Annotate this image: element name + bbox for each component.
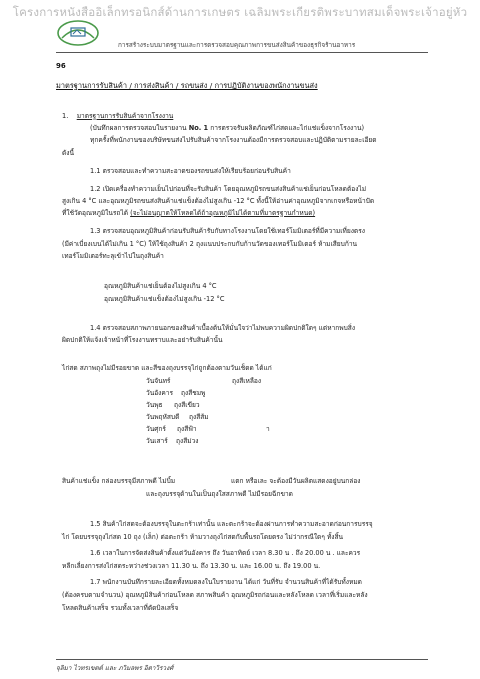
day-name: วันเสาร์	[146, 437, 168, 445]
para-1-3-line3: เทอร์โมมิเตอร์ทะลุเข้าไปในถุงสินค้า	[62, 252, 164, 260]
para-1-2-line3	[62, 209, 315, 218]
day-name: วันพฤหัสบดี	[146, 413, 180, 421]
days-intro: ไก่สด สภาพถุงไม่มีรอยขาด และสีของถุงบรรจุไก่ถูกต้องตามวันเช็ดด ได้แก่	[62, 364, 272, 372]
frozen-line2: และถุงบรรจุด้านในเป็นถุงใสสภาพดี ไม่มีรอยฉีกขาด	[146, 490, 293, 498]
s1-intro-post: การตรวจรับผลิตภัณฑ์ไก่สดและไก่แช่แข็งจากโรงงาน)	[210, 124, 365, 132]
footer-authors: จุลิมา ไวทรเขตต์ และ ภวิมลพร อิตาวิรวงศ์	[56, 664, 174, 672]
s1-intro-line	[90, 124, 364, 133]
para-1-2-line3-pre: ที่ใช้วัดอุณหภูมิในรถได้	[62, 209, 129, 217]
day-name: วันศุกร์	[146, 425, 166, 433]
footer-divider	[56, 659, 428, 660]
s1-line2: ทุกครั้งที่พนักงานของบริษัทขนส่งไปรับสินค้าจากโรงงานต้องมีการตรวจสอบและปฏิบัติตามรายละเอียด	[90, 136, 377, 144]
para-1-7-line1: 1.7 พนักงานบันทึกรายละเอียดทั้งหมดลงในใบรายงาน ได้แก่ วันที่รับ จำนวนสินค้าที่ได้รับทั้งหมด	[90, 578, 362, 586]
day-name: วันพุธ	[146, 401, 163, 409]
temp-frozen: อุณหภูมิสินค้าแช่แข็งต้องไม่สูงเกิน -12 °C	[104, 295, 225, 303]
para-1-1: 1.1 ตรวจสอบและทำความสะอาดของรถขนส่งให้เรียบร้อยก่อนรับสินค้า	[90, 167, 291, 175]
temp-chilled: อุณหภูมิสินค้าแช่เย็นต้องไม่สูงเกิน 4 °C	[104, 282, 217, 290]
para-1-2-line2: สูงเกิน 4 °C และอุณหภูมิรถขนส่งสินค้าแช่แข็งต้องไม่สูงเกิน -12 °C ทั้งนี้ให้อ่านค่าอุณหภูมิจากเกจหรือหน้าปัด	[62, 197, 375, 205]
frozen-line1-pre: สินค้าแช่แข็ง กล่องบรรจุมีสภาพดี ไม่บิ้ม	[62, 477, 176, 485]
s1-line3: ดังนี้	[62, 149, 75, 157]
bag-color: ถุงสีเขียว	[174, 401, 200, 409]
bag-color: ถุงสีชมพู	[181, 389, 206, 397]
bag-color: ถุงสีฟ้า	[177, 425, 197, 433]
document-subtitle: การสร้างระบบมาตรฐานและการตรวจสอบคุณภาพการขนส่งสินค้าของธุรกิจร้านอาหาร	[118, 41, 356, 49]
stray-mark: า	[266, 425, 270, 433]
para-1-6-line1: 1.6 เวลาในการจัดส่งสินค้าตั้งแต่วันอังคาร ถึง วันอาทิตย์ เวลา 8.30 น . ถึง 20.00 น . และควร	[90, 549, 361, 557]
ku-logo-icon	[56, 18, 100, 48]
bag-color: ถุงสีม่วง	[176, 437, 199, 445]
s1-number: 1.	[62, 112, 69, 120]
page-number: 96	[56, 62, 66, 70]
day-name: วันอังคาร	[146, 389, 174, 397]
para-1-7-line3: โหลดสินค้าเสร็จ รวมทั้งเวลาที่ตัดบิลเสร็จ	[62, 604, 179, 612]
s1-intro-pre: (บันทึกผลการตรวจสอบในรายงาน	[90, 124, 187, 132]
para-1-5-line2: ไก่ โดยบรรจุถุงไก่สด 10 ถุง (เล็ก) ต่อตะกร้า ห้ามวางถุงไก่สดกับพื้นรถโดยตรง ไม่ว่ากรณีใดๆ ทั้งสิ้น	[62, 533, 344, 541]
para-1-4-line1: 1.4 ตรวจสอบสภาพภายนอกของสินค้าเบื้องต้นให้มั่นใจว่าไม่พบความผิดปกติใดๆ แต่หากพบสิ่ง	[90, 324, 356, 332]
frozen-line1-post: แตก หรือเละ จะต้องมีวันผลิตแสดงอยู่บนกล่อง	[231, 477, 361, 485]
para-1-3-line1: 1.3 ตรวจสอบอุณหภูมิสินค้าก่อนรับสินค้ารับกับทางโรงงานโดยใช้เทอร์โมมิเตอร์ที่มีความเที่ยงตรง	[90, 227, 365, 235]
header-divider	[56, 52, 428, 53]
para-1-2-line3-underline: (จะไม่อนุญาตให้โหลดได้ถ้าอุณหภูมิไม่ได้ตามที่มาตรฐานกำหนด)	[130, 209, 316, 217]
section-title: มาตรฐานการรับสินค้า / การส่งสินค้า / รถขนส่ง / การปฏิบัติงานของพนักงานขนส่ง	[56, 81, 318, 90]
para-1-7-line2: (ต้องครบตามจำนวน) อุณหภูมิสินค้าก่อนโหลด สภาพสินค้า อุณหภูมิรถก่อนและหลังโหลด เวลาที่เริ่มและหลัง	[62, 591, 368, 599]
para-1-4-line2: ผิดปกติให้แจ้งเจ้าหน้าที่โรงงานทราบและอย่ารับสินค้านั้น	[62, 336, 223, 344]
para-1-6-line2: หลีกเลี่ยงการส่งไก่สดระหว่างช่วงเวลา 11.30 น. ถึง 13.30 น. และ 16.00 น. ถึง 19.00 น.	[62, 562, 321, 570]
day-name: วันจันทร์	[146, 377, 171, 385]
s1-intro-bold: No. 1	[188, 124, 209, 132]
s1-heading-line	[62, 112, 173, 121]
para-1-3-line2: (มีค่าเบี่ยงเบนได้ไม่เกิน 1 °C) ให้ใช้ถุงสินค้า 2 ถุงแนบประกบกับก้านวัดของเทอร์โมมิเตอร์ ห้ามเสียบก้าน	[62, 240, 358, 248]
bag-color: ถุงสีส้ม	[189, 413, 209, 421]
watermark-banner: โครงการหนังสืออิเล็กทรอนิกส์ด้านการเกษตร เฉลิมพระเกียรติพระบาทสมเด็จพระเจ้าอยู่หัว	[12, 5, 468, 19]
bag-color: ถุงสีเหลือง	[232, 377, 262, 385]
para-1-5-line1: 1.5 สินค้าไก่สดจะต้องบรรจุในตะกร้าเท่านั้น และตะกร้าจะต้องผ่านการทำความสะอาดก่อนการบรรจุ	[90, 520, 373, 528]
para-1-2-line1: 1.2 เปิดเครื่องทำความเย็นไปก่อนที่จะรับสินค้า โดยอุณหภูมิรถขนส่งสินค้าแช่เย็นก่อนโหลดต้องไม่	[90, 185, 367, 193]
s1-heading: มาตรฐานการรับสินค้าจากโรงงาน	[76, 112, 174, 120]
